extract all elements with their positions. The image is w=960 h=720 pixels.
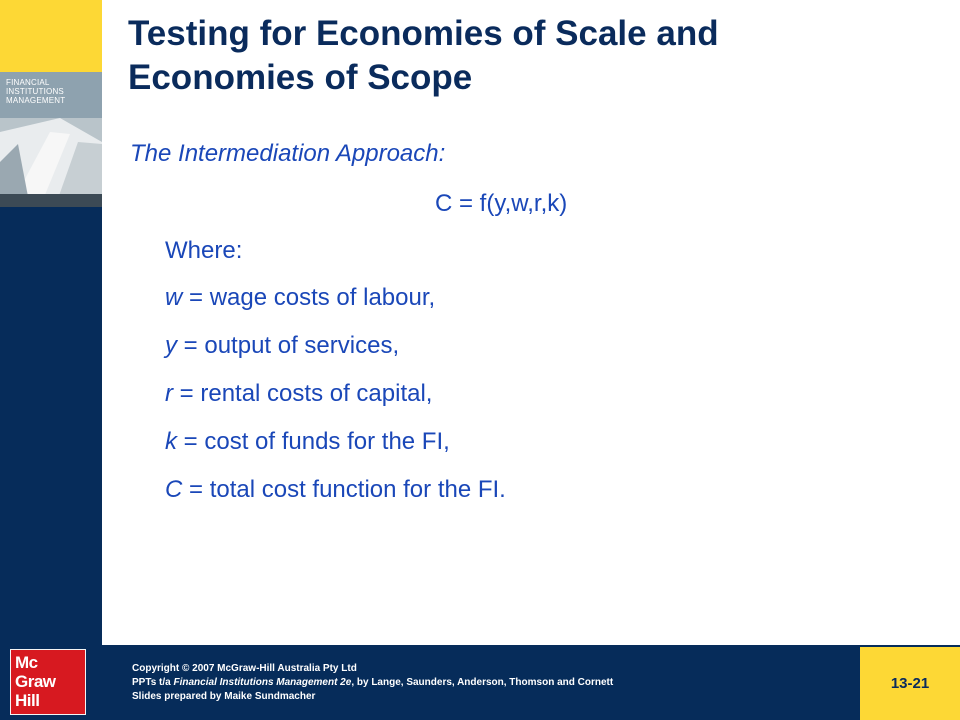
definition-text: = output of services,: [177, 332, 400, 359]
book-cover-image: [0, 72, 102, 207]
slides-author: Slides prepared by Maike Sundmacher: [132, 691, 316, 702]
copyright-line: Copyright © 2007 McGraw-Hill Australia Pty Ltd: [132, 663, 357, 674]
definition-item: [165, 476, 506, 504]
definition-variable: r: [165, 380, 173, 407]
section-subtitle: The Intermediation Approach:: [130, 140, 446, 167]
book-cover-title: [6, 78, 65, 105]
ppts-authors: , by Lange, Saunders, Anderson, Thomson and Cornett: [351, 677, 614, 688]
definition-item: [165, 284, 435, 312]
definition-variable: y: [165, 332, 177, 359]
definition-variable: k: [165, 428, 177, 455]
ppts-prefix: PPTs t/a: [132, 677, 174, 688]
slide-title-line1: Testing for Economies of Scale and: [128, 14, 719, 53]
mcgraw-hill-logo: [10, 649, 86, 715]
book-cover-title-line1: FINANCIAL: [6, 78, 50, 87]
where-label: Where:: [165, 237, 243, 264]
logo-line1: Mc: [15, 653, 38, 672]
ppts-attribution: [132, 676, 832, 690]
definition-text: = wage costs of labour,: [182, 284, 436, 311]
cost-function-formula: C = f(y,w,r,k): [435, 190, 568, 217]
definition-text: = rental costs of capital,: [173, 380, 433, 407]
slide-title: [128, 12, 928, 100]
definition-variable: w: [165, 284, 183, 311]
definition-text: = total cost function for the FI.: [182, 476, 506, 503]
definition-variable: C: [165, 476, 183, 503]
definition-item: [165, 380, 432, 408]
ppts-book-title: Financial Institutions Management 2e: [173, 677, 352, 688]
book-cover-title-line3: MANAGEMENT: [6, 96, 66, 105]
copyright-notice: [132, 662, 832, 704]
page-number-box: [860, 647, 960, 720]
definition-item: [165, 428, 450, 456]
slide-title-line2: Economies of Scope: [128, 58, 473, 97]
corner-accent: [0, 0, 102, 72]
logo-line2: Graw: [15, 672, 56, 691]
page-number: 13-21: [890, 675, 930, 692]
definition-item: [165, 332, 399, 360]
book-cover-title-line2: INSTITUTIONS: [6, 87, 64, 96]
definition-text: = cost of funds for the FI,: [177, 428, 450, 455]
logo-line3: Hill: [15, 691, 40, 710]
